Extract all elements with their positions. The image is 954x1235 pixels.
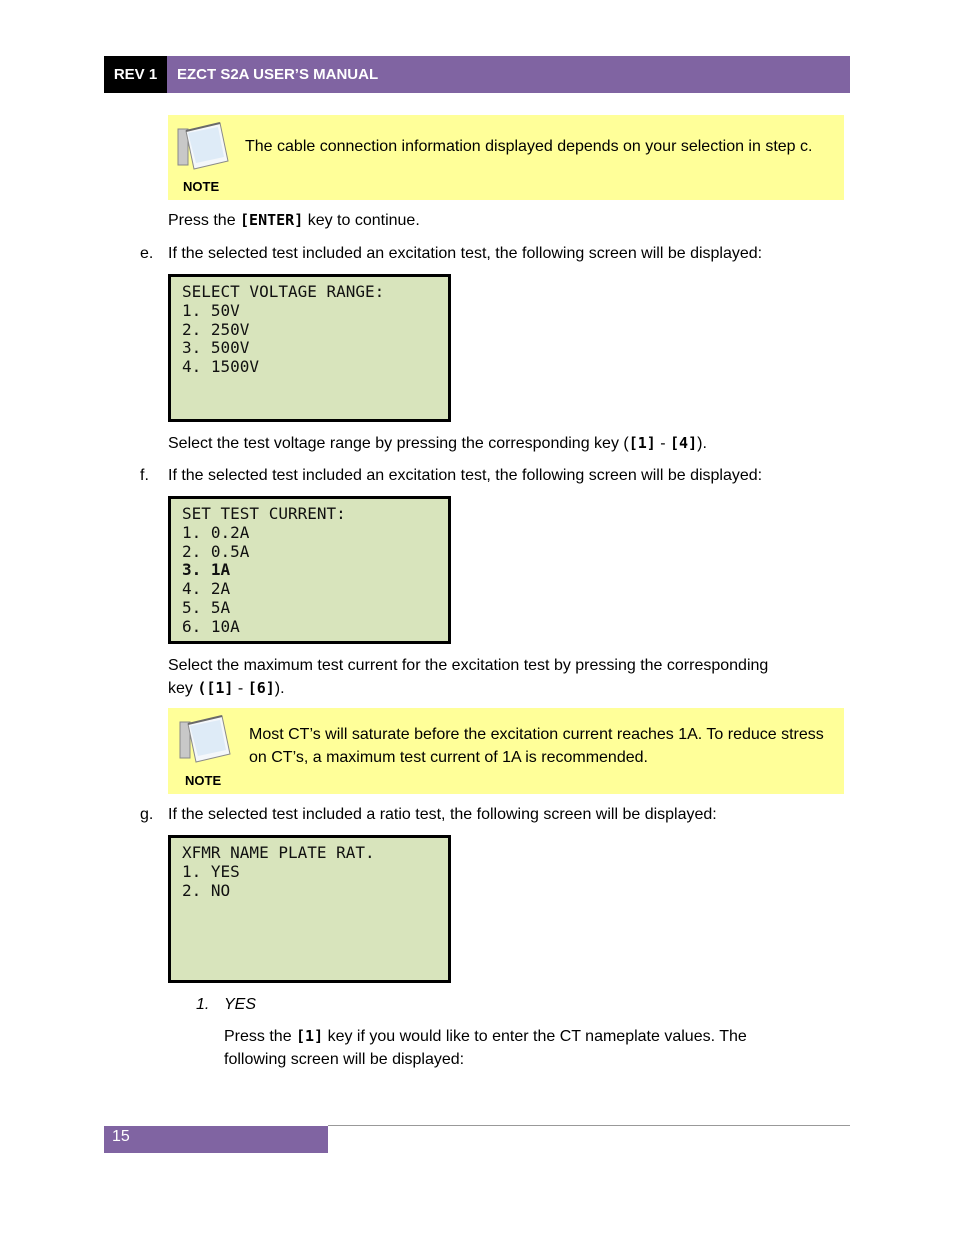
enter-key-label: [ENTER] <box>240 211 304 229</box>
sub-item-marker: 1. <box>196 996 210 1013</box>
notepad-icon <box>178 714 234 764</box>
footer-bar <box>104 1126 328 1153</box>
manual-title: EZCT S2A USER’S MANUAL <box>177 66 379 83</box>
test-current-instruction-keys <box>168 677 285 700</box>
lcd-line-highlighted: 3. 1A <box>182 560 231 580</box>
lcd-line: 2. 250V <box>182 319 250 339</box>
key-label: [6] <box>247 679 275 697</box>
lcd-lines <box>182 283 384 377</box>
step-text: If the selected test included a ratio test, the following screen will be displayed: <box>168 806 717 823</box>
lcd-screen-voltage-range <box>168 274 451 422</box>
footer-rule <box>328 1125 850 1126</box>
notepad-icon <box>176 121 232 171</box>
lcd-lines <box>182 844 375 900</box>
instruction-text: key to continue. <box>303 212 420 229</box>
step-marker: g. <box>140 806 154 823</box>
key-label: ([1] <box>197 679 234 697</box>
step-text: If the selected test included an excitation test, the following screen will be displayed: <box>168 467 763 484</box>
lcd-line: 1. YES <box>182 861 240 881</box>
lcd-screen-nameplate <box>168 835 451 983</box>
sub-item-label: YES <box>224 996 257 1013</box>
revision-label: REV 1 <box>104 56 167 93</box>
step-marker: e. <box>140 245 154 262</box>
yes-instruction <box>224 1025 804 1071</box>
lcd-line: 4. 2A <box>182 579 231 599</box>
lcd-line: 5. 5A <box>182 597 231 617</box>
instruction-text: key if you would like to enter the CT nameplate values. The following screen will be displayed: <box>224 1028 747 1068</box>
lcd-line: 1. 0.2A <box>182 522 250 542</box>
page-number: 15 <box>112 1128 130 1145</box>
instruction-text: ). <box>274 680 285 697</box>
lcd-lines <box>182 505 346 637</box>
note-text: Most CT’s will saturate before the excitation current reaches 1A. To reduce stress on CT’s, a maximum test current of 1A is recommended. <box>249 726 824 766</box>
instruction-text: Press the <box>224 1028 297 1045</box>
instruction-text: - <box>655 435 671 452</box>
lcd-line: SELECT VOLTAGE RANGE: <box>182 282 385 301</box>
lcd-screen-test-current <box>168 496 451 644</box>
lcd-line: 1. 50V <box>182 300 240 320</box>
key-label: [1] <box>296 1027 324 1045</box>
note-box-saturation <box>168 708 844 794</box>
key-label: [1] <box>628 434 656 452</box>
instruction-text: key <box>168 680 198 697</box>
lcd-line: 2. NO <box>182 880 231 900</box>
step-text: If the selected test included an excitation test, the following screen will be displayed: <box>168 245 763 262</box>
lcd-line: SET TEST CURRENT: <box>182 504 346 523</box>
lcd-line: XFMR NAME PLATE RAT. <box>182 843 375 862</box>
lcd-line: 6. 10A <box>182 616 240 636</box>
lcd-line: 3. 500V <box>182 338 250 358</box>
lcd-line: 2. 0.5A <box>182 541 250 561</box>
instruction-text: Select the test voltage range by pressing the corresponding key ( <box>168 435 629 452</box>
note-box-cable-info <box>168 115 844 200</box>
lcd-line: 4. 1500V <box>182 357 260 377</box>
instruction-text: ). <box>697 435 707 452</box>
press-enter-instruction <box>168 209 420 232</box>
note-label: NOTE <box>183 179 220 194</box>
instruction-text: - <box>233 680 248 697</box>
note-label: NOTE <box>185 773 222 788</box>
instruction-text: Press the <box>168 212 241 229</box>
note-text: The cable connection information displayed depends on your selection in step c. <box>245 138 813 155</box>
test-current-instruction: Select the maximum test current for the excitation test by pressing the corresponding <box>168 657 769 674</box>
voltage-range-instruction <box>168 432 707 455</box>
step-marker: f. <box>140 467 149 484</box>
key-label: [4] <box>670 434 698 452</box>
